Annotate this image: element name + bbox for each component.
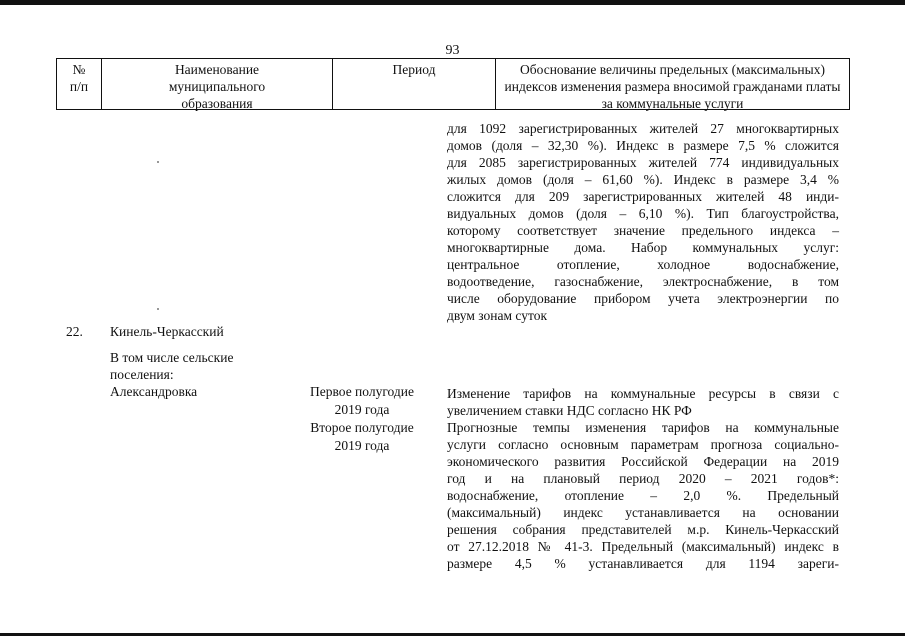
- top-border-rule: [0, 0, 905, 5]
- row-number: 22.: [66, 324, 83, 339]
- period-line: Первое полугодие: [310, 384, 414, 399]
- header-name-line: образования: [181, 96, 253, 111]
- text-line: двум зонам суток: [447, 308, 548, 323]
- header-name-column: [102, 59, 332, 109]
- text-line: (максимальный) индекс устанавливается на основании: [447, 505, 839, 520]
- subheading-line: В том числе сельские: [110, 350, 234, 365]
- text-line: которому соответствует значение предельного индекса –: [447, 223, 839, 238]
- text-line: водоснабжение, отопление – 2,0 %. Предельный: [447, 488, 839, 503]
- text-line: год и на плановый период 2020 – 2021 годов*:: [447, 471, 839, 486]
- header-number-line: №: [72, 62, 86, 77]
- header-justification-line: за коммунальные услуги: [601, 96, 744, 111]
- settlement-name: Александровка: [110, 384, 198, 399]
- header-name-line: Наименование: [174, 62, 260, 77]
- header-justification-line: Обоснование величины предельных (максимальных): [520, 62, 825, 77]
- text-line: Прогнозные темпы изменения тарифов на коммунальные: [447, 420, 839, 435]
- text-line: решения собрания представителей м.р. Кинель-Черкасский: [447, 522, 839, 537]
- text-line: для 2085 зарегистрированных жителей 774 индивидуальных: [447, 155, 839, 170]
- municipality-name: Кинель-Черкасский: [110, 324, 224, 339]
- text-line: Изменение тарифов на коммунальные ресурсы в связи с: [447, 386, 839, 401]
- text-line: для 1092 зарегистрированных жителей 27 многоквартирных: [447, 121, 839, 136]
- header-justification-column: [496, 59, 849, 109]
- bottom-border-rule: [0, 633, 905, 636]
- period-line: 2019 года: [334, 438, 390, 453]
- period-line: 2019 года: [334, 402, 390, 417]
- header-period-column: [333, 59, 495, 109]
- subheading-line: поселения:: [110, 367, 174, 382]
- header-period-line: Период: [392, 62, 436, 77]
- text-line: размере 4,5 % устанавливается для 1194 зареги-: [447, 556, 839, 571]
- header-number-column: [57, 59, 101, 109]
- scan-speck: [157, 308, 159, 310]
- period-line: Второе полугодие: [310, 420, 414, 435]
- settlements-subheading: [110, 349, 233, 383]
- text-line: услуги согласно основным параметрам прогноза социально-: [447, 437, 839, 452]
- text-line: центральное отопление, холодное водоснабжение,: [447, 257, 839, 272]
- text-line: многоквартирные дома. Набор коммунальных услуг:: [447, 240, 839, 255]
- header-name-line: муниципального: [168, 79, 266, 94]
- period-first-half: [298, 383, 426, 419]
- text-line: сложится для 209 зарегистрированных жителей 48 инди-: [447, 189, 839, 204]
- text-line: жилых домов (доля – 61,60 %). Индекс в размере 3,4 %: [447, 172, 839, 187]
- table-header: [56, 58, 850, 110]
- period-second-half: [298, 419, 426, 455]
- text-line: экономического развития Российской Федерации на 2019: [447, 454, 839, 469]
- header-number-line: п/п: [69, 79, 89, 94]
- text-line: увеличением ставки НДС согласно НК РФ: [447, 403, 692, 418]
- text-line: числе оборудование прибором учета электроэнергии по: [447, 291, 839, 306]
- text-line: домов (доля – 32,30 %). Индекс в размере 7,5 % сложится: [447, 138, 839, 153]
- text-line: от 27.12.2018 № 41-3. Предельный (максимальный) индекс в: [447, 539, 839, 554]
- page-number: 93: [445, 43, 460, 58]
- text-line: видуальных домов (доля – 6,10 %). Тип благоустройства,: [447, 206, 839, 221]
- scan-speck: [157, 161, 159, 163]
- text-line: водоотведение, газоснабжение, электроснабжение, в том: [447, 274, 839, 289]
- header-justification-line: индексов изменения размера вносимой гражданами платы: [504, 79, 841, 94]
